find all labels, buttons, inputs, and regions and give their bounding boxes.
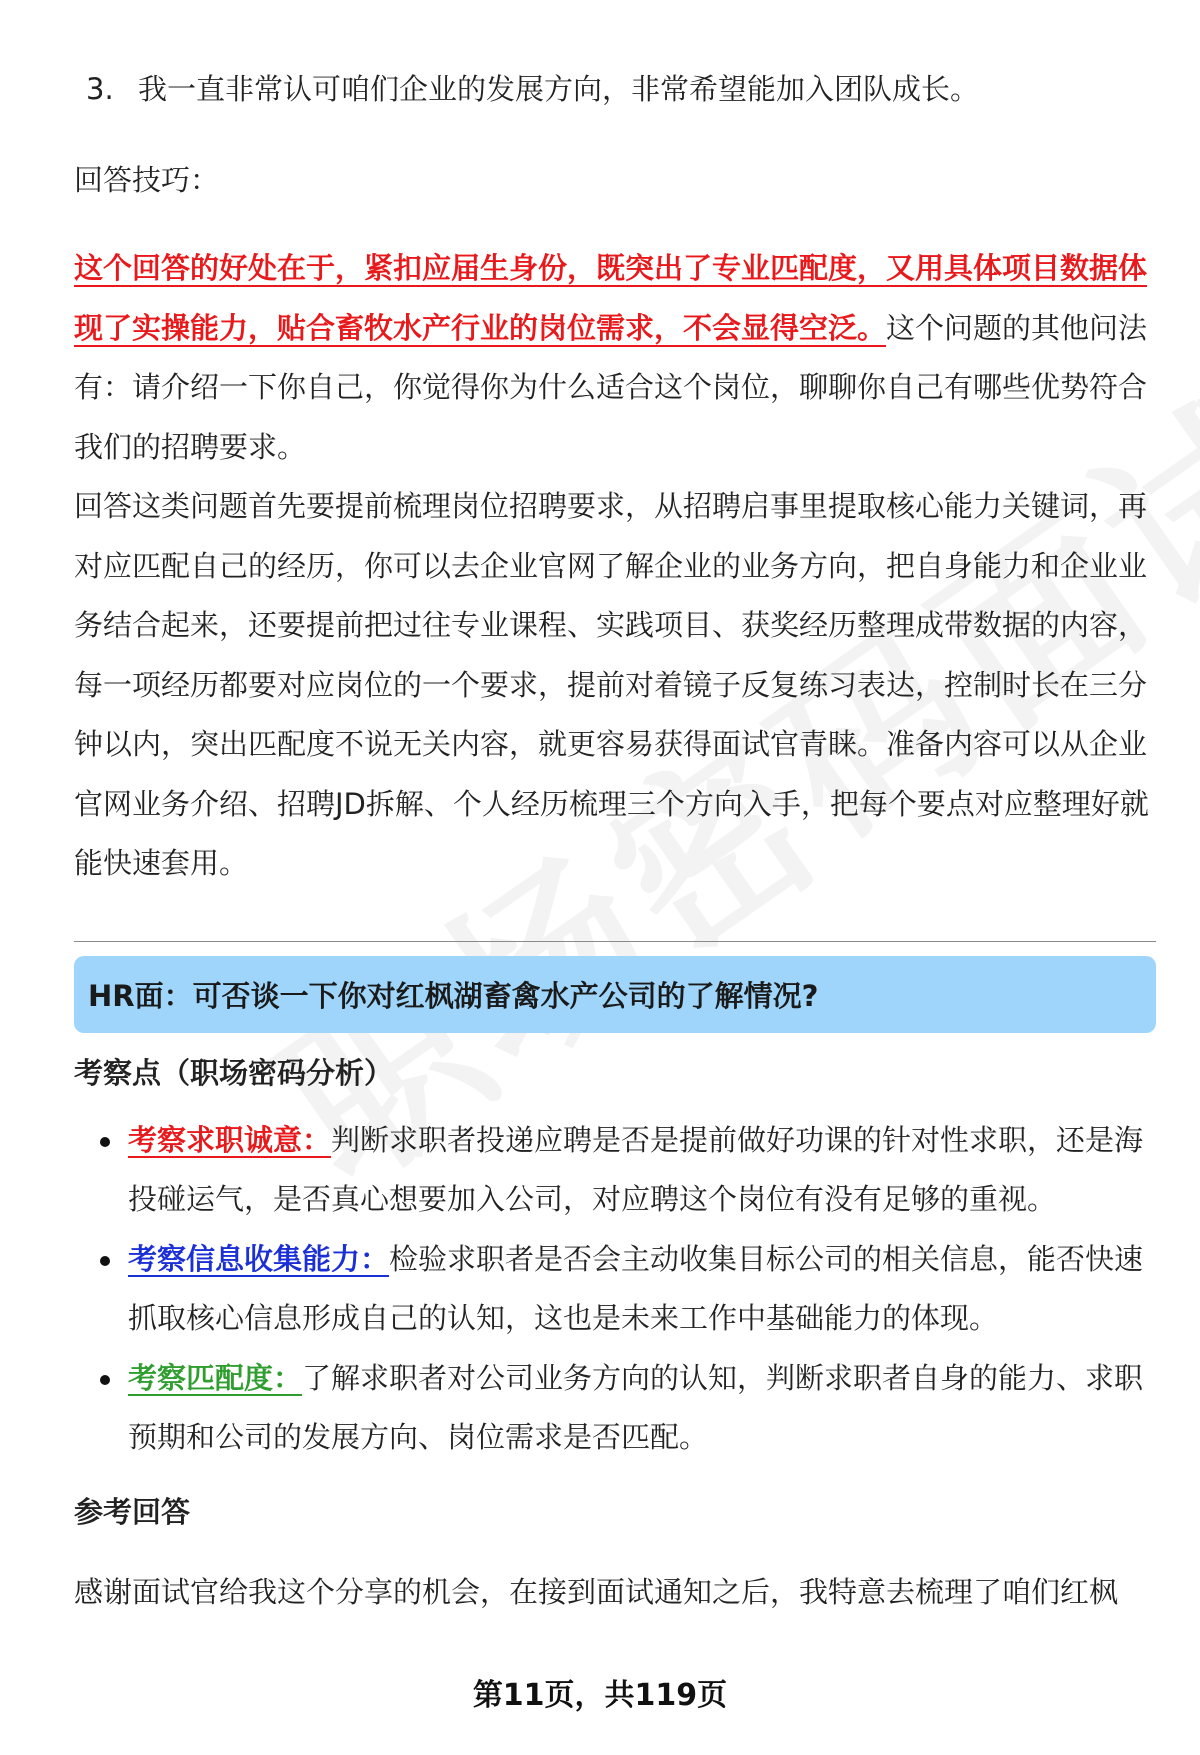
point-keyword: 考察信息收集能力： xyxy=(128,1241,390,1276)
document-page xyxy=(74,60,1156,1622)
reference-answer-title: 参考回答 xyxy=(74,1494,191,1529)
point-text: 判断求职者投递应聘是否是提前做好功课的针对性求职，还是海投碰运气，是否真心想要加入公司，对应聘这个岗位有没有足够的重视。 xyxy=(128,1122,1144,1216)
section-title: 考察点（职场密码分析） xyxy=(74,1055,394,1090)
hr-question-box: HR面：可否谈一下你对红枫湖畜禽水产公司的了解情况? xyxy=(74,956,1156,1033)
reference-answer-text: 感谢面试官给我这个分享的机会，在接到面试通知之后，我特意去梳理了咱们红枫 xyxy=(74,1574,1119,1609)
numbered-item-3 xyxy=(86,60,1156,120)
list-item xyxy=(74,1349,1156,1468)
points-list xyxy=(74,1111,1156,1468)
page-number: 第11页，共119页 xyxy=(472,1678,728,1713)
list-item xyxy=(74,1111,1156,1230)
item-number: 3. xyxy=(86,72,114,106)
method-paragraph: 回答这类问题首先要提前梳理岗位招聘要求，从招聘启事里提取核心能力关键词，再对应匹配自己的经历，你可以去企业官网了解企业的业务方向，把自身能力和企业业务结合起来，还要提前把过往专业课程、实践项目、获奖经历整理成带数据的内容，每一项经历都要对应岗位的一个要求，提前对着镜子反复练习表达，控制时长在三分钟以内，突出匹配度不说无关内容，就更容易获得面试官青睐。准备内容可以从企业官网业务介绍、招聘JD拆解、个人经历梳理三个方向入手，把每个要点对应整理好就能快速套用。 xyxy=(74,489,1149,880)
tips-paragraph xyxy=(74,239,1156,477)
bullet-icon xyxy=(100,1137,110,1147)
item-text: 我一直非常认可咱们企业的发展方向，非常希望能加入团队成长。 xyxy=(138,72,980,106)
point-keyword: 考察求职诚意： xyxy=(128,1122,332,1157)
tips-rest: 这个问题的其他问法有：请介绍一下你自己，你觉得你为什么适合这个岗位，聊聊你自己有哪些优势符合我们的招聘要求。 xyxy=(74,310,1148,464)
point-keyword: 考察匹配度： xyxy=(128,1360,303,1395)
section-divider xyxy=(74,941,1156,942)
tips-label: 回答技巧： xyxy=(74,162,220,197)
list-item xyxy=(74,1230,1156,1349)
point-text: 了解求职者对公司业务方向的认知，判断求职者自身的能力、求职预期和公司的发展方向、岗位需求是否匹配。 xyxy=(128,1360,1144,1454)
bullet-icon xyxy=(100,1375,110,1385)
bullet-icon xyxy=(100,1256,110,1266)
tips-highlight: 这个回答的好处在于，紧扣应届生身份，既突出了专业匹配度，又用具体项目数据体现了实操能力，贴合畜牧水产行业的岗位需求，不会显得空泛。 xyxy=(74,251,1148,345)
point-text: 检验求职者是否会主动收集目标公司的相关信息，能否快速抓取核心信息形成自己的认知，这也是未来工作中基础能力的体现。 xyxy=(128,1241,1144,1335)
